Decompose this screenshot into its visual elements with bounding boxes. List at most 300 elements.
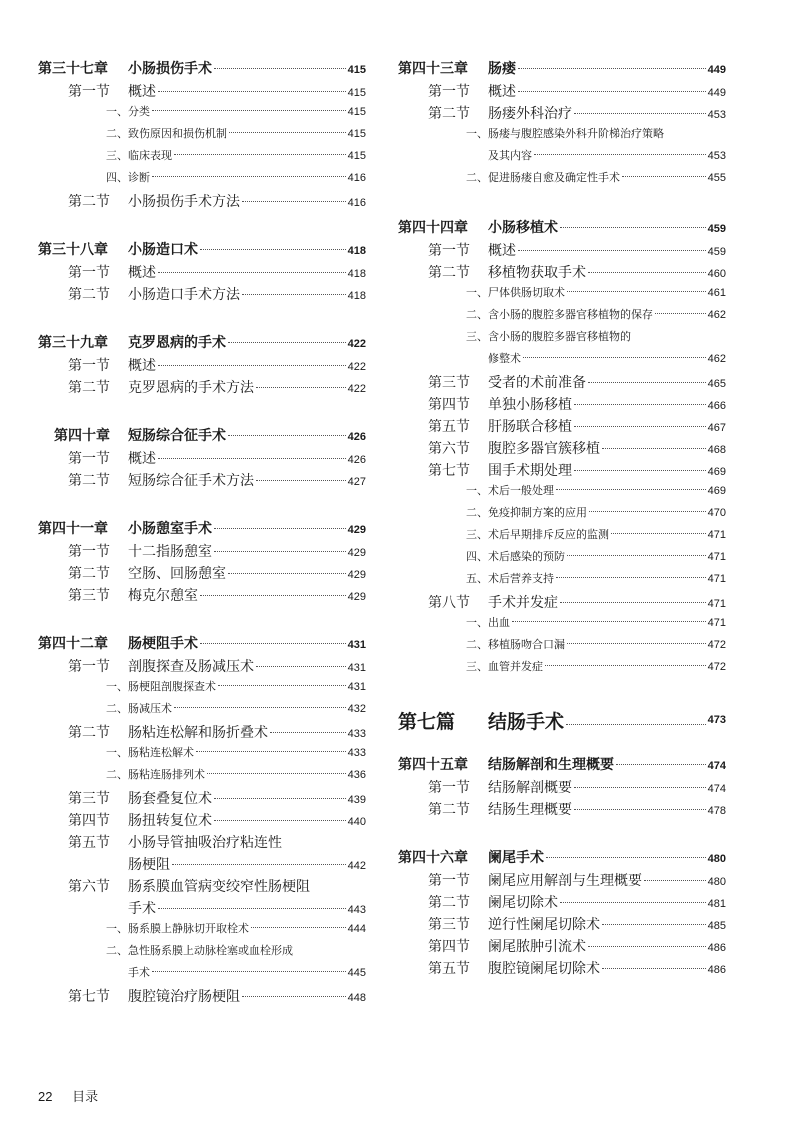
toc-entry-title: 阑尾切除术	[488, 895, 558, 911]
toc-entry-section[interactable]	[398, 936, 726, 958]
toc-entry-item[interactable]	[38, 766, 366, 788]
toc-entry-item[interactable]	[38, 700, 366, 722]
toc-entry-item[interactable]	[398, 504, 726, 526]
toc-entry-title: 腹腔镜治疗肠梗阻	[128, 989, 240, 1005]
toc-entry-label: 第二节	[428, 802, 470, 818]
toc-entry-page: 471	[707, 617, 726, 629]
toc-entry-label: 第三节	[68, 791, 110, 807]
toc-entry-title-continued: 修整术	[488, 352, 521, 365]
toc-entry-title: 肠套叠复位术	[128, 791, 212, 807]
toc-entry-title: 临床表现	[128, 149, 172, 162]
toc-entry-section[interactable]	[38, 722, 366, 744]
toc-entry-page: 459	[707, 246, 726, 258]
toc-entry-page: 449	[707, 87, 726, 99]
toc-entry-continuation[interactable]	[398, 147, 726, 169]
toc-entry-page: 471	[707, 529, 726, 541]
toc-entry-title: 腹腔多器官簇移植	[488, 441, 600, 457]
toc-entry-title: 受者的术前准备	[488, 375, 586, 391]
leader-dots	[214, 798, 346, 799]
toc-entry-label: 第四十章	[54, 428, 110, 444]
toc-entry-title: 含小肠的腹腔多器官移植物的保存	[488, 308, 653, 321]
toc-entry-label: 三、	[466, 528, 488, 541]
toc-entry-title: 移植肠吻合口漏	[488, 638, 565, 651]
toc-entry-title: 肝肠联合移植	[488, 419, 572, 435]
toc-entry-section[interactable]	[38, 448, 366, 470]
toc-entry-continuation[interactable]	[38, 898, 366, 920]
toc-entry-title: 小肠造口手术方法	[128, 287, 240, 303]
toc-entry-section[interactable]	[398, 438, 726, 460]
toc-entry-title: 肠系膜血管病变绞窄性肠梗阻	[128, 879, 310, 895]
toc-entry-title: 结肠解剖和生理概要	[488, 757, 614, 773]
toc-entry-section[interactable]	[398, 103, 726, 125]
toc-entry-section[interactable]	[38, 986, 366, 1008]
toc-entry-title: 分类	[128, 105, 150, 118]
toc-entry-label: 第五节	[68, 835, 110, 851]
leader-dots	[172, 864, 346, 865]
toc-entry-page: 422	[347, 361, 366, 373]
leader-dots	[174, 154, 346, 155]
toc-entry-page: 481	[707, 898, 726, 910]
toc-entry-title: 短肠综合征手术	[128, 428, 226, 444]
toc-entry-section[interactable]	[398, 914, 726, 936]
toc-entry-page: 469	[707, 466, 726, 478]
toc-entry-chapter[interactable]	[38, 332, 366, 355]
leader-dots	[560, 227, 706, 228]
toc-entry-title: 促进肠瘘自愈及确定性手术	[488, 171, 620, 184]
toc-entry-item[interactable]	[398, 636, 726, 658]
toc-entry-page: 486	[707, 964, 726, 976]
toc-entry-label: 三、	[466, 660, 488, 673]
toc-entry-section[interactable]	[38, 585, 366, 607]
leader-dots	[158, 365, 346, 366]
toc-entry-chapter[interactable]	[38, 425, 366, 448]
toc-entry-page: 460	[707, 268, 726, 280]
leader-dots	[256, 666, 346, 667]
toc-entry-title: 概述	[128, 265, 156, 281]
toc-entry-section[interactable]	[38, 656, 366, 678]
toc-entry-item[interactable]	[38, 147, 366, 169]
toc-entry-page: 485	[707, 920, 726, 932]
toc-entry-page: 468	[707, 444, 726, 456]
toc-entry-label: 第一节	[428, 243, 470, 259]
toc-entry-label: 一、	[466, 616, 488, 629]
toc-entry-section[interactable]	[38, 810, 366, 832]
toc-entry-title: 肠粘连松解和肠折叠术	[128, 725, 268, 741]
leader-dots	[152, 971, 346, 972]
toc-entry-page: 418	[347, 268, 366, 280]
toc-entry-label: 第八节	[428, 595, 470, 611]
toc-entry-page: 415	[347, 64, 366, 76]
toc-entry-page: 449	[707, 64, 726, 76]
footer-title: 目录	[72, 1090, 99, 1105]
toc-entry-page: 418	[347, 245, 366, 257]
toc-spacer	[38, 306, 366, 332]
toc-entry-title: 尸体供肠切取术	[488, 286, 565, 299]
toc-entry-title: 概述	[488, 243, 516, 259]
toc-entry-title: 致伤原因和损伤机制	[128, 127, 227, 140]
toc-entry-section[interactable]	[398, 892, 726, 914]
toc-entry-label: 第一节	[68, 265, 110, 281]
leader-dots	[242, 996, 346, 997]
toc-entry-label: 第一节	[428, 84, 470, 100]
toc-entry-title: 肠粘连肠排列术	[128, 768, 205, 781]
toc-entry-title: 肠减压术	[128, 702, 172, 715]
toc-entry-label: 一、	[466, 127, 488, 140]
toc-entry-item[interactable]	[398, 548, 726, 570]
toc-entry-title: 概述	[488, 84, 516, 100]
toc-entry-title: 梅克尔憩室	[128, 588, 198, 604]
toc-entry-continuation[interactable]	[38, 854, 366, 876]
toc-entry-title: 肠瘘外科治疗	[488, 106, 572, 122]
leader-dots	[152, 110, 346, 111]
toc-entry-title: 概述	[128, 451, 156, 467]
toc-entry-section[interactable]	[398, 416, 726, 438]
toc-entry-label: 第五节	[428, 961, 470, 977]
toc-entry-title: 肠瘘与腹腔感染外科升阶梯治疗策略	[488, 127, 664, 140]
toc-entry-chapter[interactable]	[38, 58, 366, 81]
toc-entry-title: 肠瘘	[488, 61, 516, 77]
toc-entry-label: 第四节	[68, 813, 110, 829]
toc-entry-label: 第二节	[68, 194, 110, 210]
toc-entry-section[interactable]	[38, 377, 366, 399]
toc-entry-item[interactable]	[398, 169, 726, 191]
leader-dots	[567, 555, 706, 556]
toc-entry-page: 486	[707, 942, 726, 954]
toc-entry-item[interactable]	[38, 678, 366, 700]
toc-entry-page: 440	[347, 816, 366, 828]
toc-entry-title: 血管并发症	[488, 660, 543, 673]
toc-entry-label: 第三十九章	[38, 335, 108, 351]
leader-dots	[616, 764, 706, 765]
toc-entry-label: 第一节	[68, 544, 110, 560]
toc-spacer	[398, 821, 726, 847]
toc-entry-page: 432	[347, 703, 366, 715]
toc-entry-page: 415	[347, 87, 366, 99]
toc-entry-chapter[interactable]	[398, 217, 726, 240]
toc-entry-title: 小肠损伤手术	[128, 61, 212, 77]
toc-entry-label: 第六节	[68, 879, 110, 895]
toc-entry-label: 第五节	[428, 419, 470, 435]
leader-dots	[534, 154, 706, 155]
toc-entry-item[interactable]	[38, 103, 366, 125]
toc-entry-part[interactable]	[398, 700, 726, 740]
toc-entry-label: 四、	[466, 550, 488, 563]
leader-dots	[574, 470, 706, 471]
leader-dots	[567, 643, 706, 644]
toc-spacer	[398, 191, 726, 217]
toc-entry-page: 462	[707, 353, 726, 365]
leader-dots	[196, 751, 346, 752]
toc-entry-title: 概述	[128, 84, 156, 100]
toc-entry-title: 肠梗阻手术	[128, 636, 198, 652]
toc-entry-page: 472	[707, 661, 726, 673]
toc-entry-title: 术后早期排斥反应的监测	[488, 528, 609, 541]
toc-entry-label: 第三节	[428, 375, 470, 391]
toc-entry-label: 第二节	[68, 725, 110, 741]
toc-entry-label: 第一节	[68, 84, 110, 100]
leader-dots	[158, 272, 346, 273]
leader-dots	[545, 665, 706, 666]
toc-entry-chapter[interactable]	[398, 58, 726, 81]
toc-entry-chapter[interactable]	[38, 633, 366, 656]
toc-entry-title-continued: 肠梗阻	[128, 857, 170, 873]
toc-entry-page: 459	[707, 223, 726, 235]
toc-entry-title-continued: 手术	[128, 966, 150, 979]
toc-entry-label: 第二节	[68, 380, 110, 396]
toc-entry-label: 第四十二章	[38, 636, 108, 652]
toc-entry-item[interactable]	[398, 284, 726, 306]
toc-entry-label: 第一节	[428, 780, 470, 796]
toc-entry-label: 一、	[106, 105, 128, 118]
toc-entry-label: 一、	[106, 746, 128, 759]
toc-entry-page: 433	[347, 728, 366, 740]
toc-entry-section[interactable]	[398, 394, 726, 416]
leader-dots	[518, 68, 706, 69]
toc-entry-page: 416	[347, 197, 366, 209]
leader-dots	[158, 458, 346, 459]
toc-entry-item[interactable]	[398, 328, 726, 350]
toc-entry-page: 480	[707, 876, 726, 888]
leader-dots	[560, 602, 706, 603]
toc-entry-label: 第二节	[68, 473, 110, 489]
toc-entry-page: 429	[347, 547, 366, 559]
toc-entry-item[interactable]	[398, 125, 726, 147]
toc-entry-label: 二、	[466, 171, 488, 184]
toc-entry-title: 克罗恩病的手术	[128, 335, 226, 351]
leader-dots	[200, 643, 346, 644]
leader-dots	[242, 201, 346, 202]
toc-entry-page: 469	[707, 485, 726, 497]
toc-entry-section[interactable]	[398, 592, 726, 614]
toc-entry-title: 肠扭转复位术	[128, 813, 212, 829]
toc-entry-page: 442	[347, 860, 366, 872]
toc-entry-label: 第一节	[68, 659, 110, 675]
toc-entry-title: 单独小肠移植	[488, 397, 572, 413]
toc-entry-section[interactable]	[38, 355, 366, 377]
toc-entry-page: 427	[347, 476, 366, 488]
toc-entry-section[interactable]	[398, 262, 726, 284]
page-footer	[38, 1086, 98, 1105]
toc-entry-section[interactable]	[398, 81, 726, 103]
toc-entry-label: 第二节	[428, 106, 470, 122]
toc-entry-label: 二、	[106, 768, 128, 781]
toc-entry-continuation[interactable]	[38, 964, 366, 986]
toc-entry-title: 免疫抑制方案的应用	[488, 506, 587, 519]
toc-entry-label: 五、	[466, 572, 488, 585]
toc-entry-page: 444	[347, 923, 366, 935]
toc-entry-page: 422	[347, 383, 366, 395]
toc-entry-label: 三、	[466, 330, 488, 343]
toc-entry-title: 逆行性阑尾切除术	[488, 917, 600, 933]
leader-dots	[602, 924, 706, 925]
toc-entry-section[interactable]	[398, 460, 726, 482]
toc-entry-label: 一、	[466, 484, 488, 497]
leader-dots	[152, 176, 346, 177]
leader-dots	[574, 404, 706, 405]
leader-dots	[644, 880, 706, 881]
toc-entry-section[interactable]	[398, 870, 726, 892]
toc-entry-title: 阑尾脓肿引流术	[488, 939, 586, 955]
toc-entry-page: 426	[347, 454, 366, 466]
toc-entry-title: 术后营养支持	[488, 572, 554, 585]
toc-entry-page: 470	[707, 507, 726, 519]
toc-entry-label: 二、	[106, 702, 128, 715]
toc-entry-section[interactable]	[38, 284, 366, 306]
toc-spacer	[398, 740, 726, 754]
toc-entry-label: 第七节	[428, 463, 470, 479]
toc-entry-section[interactable]	[38, 876, 366, 898]
toc-entry-title: 小肠导管抽吸治疗粘连性	[128, 835, 282, 851]
toc-entry-page: 436	[347, 769, 366, 781]
toc-entry-title: 克罗恩病的手术方法	[128, 380, 254, 396]
leader-dots	[611, 533, 706, 534]
toc-entry-section[interactable]	[38, 541, 366, 563]
toc-entry-page: 453	[707, 109, 726, 121]
toc-entry-title: 移植物获取手术	[488, 265, 586, 281]
toc-entry-title: 短肠综合征手术方法	[128, 473, 254, 489]
toc-entry-item[interactable]	[398, 482, 726, 504]
toc-entry-page: 416	[347, 172, 366, 184]
leader-dots	[560, 902, 706, 903]
leader-dots	[602, 448, 706, 449]
toc-entry-label: 四、	[106, 171, 128, 184]
leader-dots	[251, 927, 346, 928]
toc-entry-title-continued: 及其内容	[488, 149, 532, 162]
toc-entry-title: 小肠憩室手术	[128, 521, 212, 537]
toc-entry-title: 十二指肠憩室	[128, 544, 212, 560]
leader-dots	[566, 724, 706, 725]
leader-dots	[214, 528, 346, 529]
toc-entry-item[interactable]	[398, 614, 726, 636]
toc-entry-item[interactable]	[398, 570, 726, 592]
toc-entry-section[interactable]	[398, 958, 726, 980]
toc-entry-section[interactable]	[38, 470, 366, 492]
toc-entry-label: 一、	[466, 286, 488, 299]
toc-entry-page: 429	[347, 569, 366, 581]
leader-dots	[622, 176, 706, 177]
toc-entry-chapter[interactable]	[38, 518, 366, 541]
toc-entry-page: 415	[347, 106, 366, 118]
toc-entry-title: 急性肠系膜上动脉栓塞或血栓形成	[128, 944, 293, 957]
leader-dots	[229, 132, 346, 133]
leader-dots	[228, 342, 346, 343]
toc-entry-item[interactable]	[38, 169, 366, 191]
toc-entry-page: 473	[707, 714, 726, 726]
toc-spacer	[38, 492, 366, 518]
leader-dots	[200, 595, 346, 596]
toc-entry-page: 415	[347, 150, 366, 162]
toc-entry-section[interactable]	[38, 191, 366, 213]
toc-entry-title: 结肠生理概要	[488, 802, 572, 818]
toc-entry-title: 含小肠的腹腔多器官移植物的	[488, 330, 631, 343]
leader-dots	[567, 291, 706, 292]
toc-entry-title: 肠系膜上静脉切开取栓术	[128, 922, 249, 935]
leader-dots	[158, 91, 346, 92]
toc-entry-page: 422	[347, 338, 366, 350]
toc-entry-page: 461	[707, 287, 726, 299]
toc-entry-label: 三、	[106, 149, 128, 162]
toc-entry-title: 术后一般处理	[488, 484, 554, 497]
toc-entry-page: 453	[707, 150, 726, 162]
toc-entry-section[interactable]	[398, 240, 726, 262]
toc-entry-label: 第四十三章	[398, 61, 468, 77]
toc-entry-page: 429	[347, 591, 366, 603]
leader-dots	[512, 621, 706, 622]
toc-entry-label: 一、	[106, 680, 128, 693]
toc-entry-item[interactable]	[38, 125, 366, 147]
leader-dots	[200, 249, 346, 250]
toc-entry-title: 诊断	[128, 171, 150, 184]
toc-entry-section[interactable]	[38, 563, 366, 585]
leader-dots	[256, 387, 346, 388]
toc-entry-section[interactable]	[38, 262, 366, 284]
toc-entry-label: 第七篇	[398, 710, 456, 733]
toc-entry-title: 小肠损伤手术方法	[128, 194, 240, 210]
toc-entry-label: 二、	[106, 944, 128, 957]
toc-entry-label: 第三节	[428, 917, 470, 933]
toc-entry-item[interactable]	[38, 920, 366, 942]
toc-entry-page: 445	[347, 967, 366, 979]
toc-entry-label: 第二节	[68, 566, 110, 582]
toc-entry-label: 第四十六章	[398, 850, 468, 866]
toc-entry-label: 二、	[466, 308, 488, 321]
toc-entry-item[interactable]	[398, 658, 726, 680]
toc-entry-label: 第二节	[428, 895, 470, 911]
leader-dots	[546, 857, 706, 858]
toc-spacer	[38, 399, 366, 425]
toc-entry-page: 480	[707, 853, 726, 865]
leader-dots	[602, 968, 706, 969]
toc-entry-page: 455	[707, 172, 726, 184]
leader-dots	[588, 272, 706, 273]
toc-entry-section[interactable]	[398, 372, 726, 394]
leader-dots	[158, 908, 346, 909]
toc-entry-item[interactable]	[398, 306, 726, 328]
toc-entry-label: 第三节	[68, 588, 110, 604]
toc-entry-section[interactable]	[398, 799, 726, 821]
toc-entry-page: 478	[707, 805, 726, 817]
toc-entry-section[interactable]	[398, 777, 726, 799]
toc-entry-page: 448	[347, 992, 366, 1004]
toc-entry-page: 433	[347, 747, 366, 759]
toc-entry-item[interactable]	[398, 526, 726, 548]
toc-entry-page: 439	[347, 794, 366, 806]
toc-entry-title: 剖腹探查及肠减压术	[128, 659, 254, 675]
toc-entry-item[interactable]	[38, 744, 366, 766]
toc-entry-chapter[interactable]	[398, 754, 726, 777]
toc-entry-section[interactable]	[38, 81, 366, 103]
toc-entry-continuation[interactable]	[398, 350, 726, 372]
toc-entry-page: 471	[707, 598, 726, 610]
toc-entry-item[interactable]	[38, 942, 366, 964]
toc-entry-page: 465	[707, 378, 726, 390]
leader-dots	[214, 820, 346, 821]
footer-page-number: 22	[38, 1089, 53, 1104]
toc-entry-chapter[interactable]	[398, 847, 726, 870]
toc-entry-page: 426	[347, 431, 366, 443]
toc-entry-section[interactable]	[38, 832, 366, 854]
toc-entry-label: 第二节	[68, 287, 110, 303]
toc-entry-title: 小肠造口术	[128, 242, 198, 258]
toc-entry-chapter[interactable]	[38, 239, 366, 262]
leader-dots	[214, 68, 346, 69]
toc-spacer	[38, 213, 366, 239]
toc-entry-title: 腹腔镜阑尾切除术	[488, 961, 600, 977]
toc-entry-title: 出血	[488, 616, 510, 629]
leader-dots	[588, 382, 706, 383]
leader-dots	[218, 685, 346, 686]
toc-entry-section[interactable]	[38, 788, 366, 810]
